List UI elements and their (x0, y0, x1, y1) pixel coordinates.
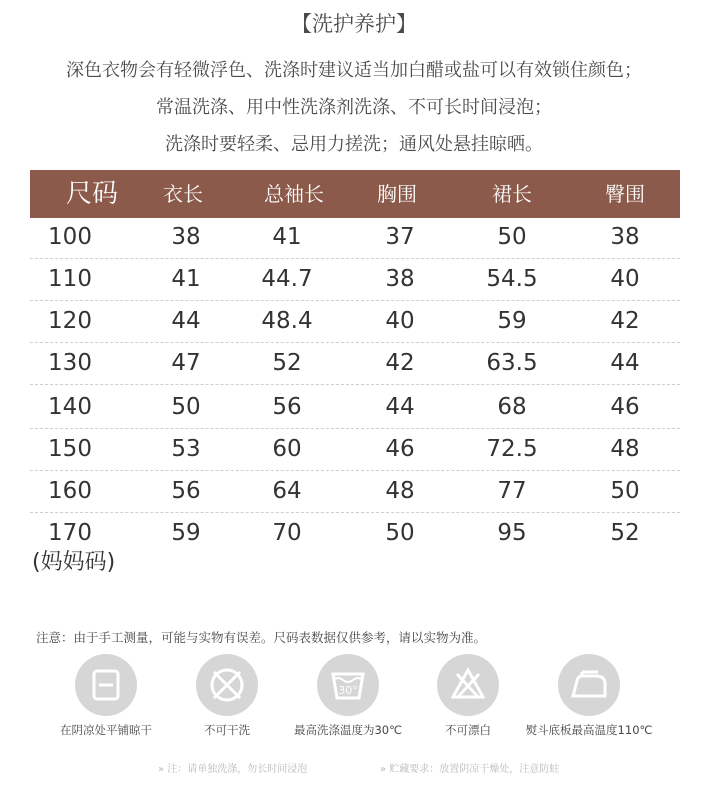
table-cell: 140 (48, 394, 92, 420)
table-cell: 50 (385, 520, 415, 546)
table-cell: 47 (171, 350, 201, 376)
table-row (30, 428, 680, 470)
flat-dry-label: 在阴凉处平铺晾干 (60, 723, 152, 737)
care-line-2: 常温洗涤、用中性洗涤剂洗涤、不可长时间浸泡； (156, 97, 552, 118)
table-cell: 53 (171, 436, 201, 462)
table-cell: 46 (610, 394, 640, 420)
care-line-3: 洗涤时要轻柔、忌用力搓洗；通风处悬挂晾晒。 (165, 134, 543, 155)
table-cell: 59 (497, 308, 527, 334)
no-bleach-label: 不可漂白 (445, 723, 491, 737)
no-dry-clean-label: 不可干洗 (204, 723, 250, 737)
table-cell: 48.4 (261, 308, 313, 334)
care-title: 【洗护养护】 (291, 12, 417, 36)
table-cell: 50 (497, 224, 527, 250)
table-cell: 41 (272, 224, 302, 250)
table-cell: 50 (171, 394, 201, 420)
table-cell: 63.5 (486, 350, 538, 376)
table-row (30, 470, 680, 512)
table-row (30, 512, 680, 554)
table-cell: 54.5 (486, 266, 538, 292)
table-cell: 44 (385, 394, 415, 420)
no-dry-clean-icon (196, 654, 258, 716)
table-cell: 48 (610, 436, 640, 462)
iron-icon (558, 654, 620, 716)
header-bust: 胸围 (377, 182, 417, 206)
table-cell: 77 (497, 478, 527, 504)
footer-wash-tip: » 注：请单独洗涤，勿长时间浸泡 (158, 764, 308, 775)
care-line-1: 深色衣物会有轻微浮色、洗涤时建议适当加白醋或盐可以有效锁住颜色； (66, 60, 642, 81)
table-cell: 40 (385, 308, 415, 334)
table-cell: 110 (48, 266, 92, 292)
table-cell: 41 (171, 266, 201, 292)
row-divider (30, 384, 680, 385)
footer-storage-tip: » 贮藏要求：放置阴凉干燥处，注意防蛀 (380, 764, 560, 775)
header-skirt: 裙长 (492, 182, 532, 206)
table-cell: 59 (171, 520, 201, 546)
table-cell: 56 (272, 394, 302, 420)
table-cell: 70 (272, 520, 302, 546)
wash-30-label: 最高洗涤温度为30℃ (293, 723, 403, 737)
no-bleach-icon (437, 654, 499, 716)
mom-size-label: (妈妈码) (32, 550, 116, 575)
table-cell: 150 (48, 436, 92, 462)
table-cell: 44.7 (261, 266, 313, 292)
table-row (30, 300, 680, 342)
table-cell: 44 (171, 308, 201, 334)
header-sleeve: 总袖长 (264, 182, 324, 206)
table-row (30, 342, 680, 384)
table-cell: 37 (385, 224, 415, 250)
size-table-header (30, 170, 680, 218)
table-cell: 52 (610, 520, 640, 546)
table-cell: 50 (610, 478, 640, 504)
table-cell: 170 (48, 520, 92, 546)
table-cell: 68 (497, 394, 527, 420)
iron-label: 熨斗底板最高温度110℃ (525, 723, 653, 737)
table-cell: 64 (272, 478, 302, 504)
wash-30-icon (317, 654, 379, 716)
measurement-note: 注意：由于手工测量，可能与实物有误差。尺码表数据仅供参考，请以实物为准。 (36, 630, 487, 645)
table-cell: 38 (385, 266, 415, 292)
header-hip: 臀围 (605, 182, 645, 206)
table-cell: 130 (48, 350, 92, 376)
table-cell: 60 (272, 436, 302, 462)
table-cell: 100 (48, 224, 92, 250)
table-cell: 42 (610, 308, 640, 334)
header-size: 尺码 (65, 179, 118, 209)
table-cell: 48 (385, 478, 415, 504)
table-cell: 95 (497, 520, 527, 546)
table-cell: 44 (610, 350, 640, 376)
flat-dry-icon (75, 654, 137, 716)
table-cell: 72.5 (486, 436, 538, 462)
table-cell: 52 (272, 350, 302, 376)
table-cell: 38 (610, 224, 640, 250)
table-cell: 42 (385, 350, 415, 376)
header-length: 衣长 (163, 182, 203, 206)
table-row (30, 386, 680, 428)
table-row (30, 258, 680, 300)
table-cell: 56 (171, 478, 201, 504)
table-cell: 38 (171, 224, 201, 250)
table-cell: 160 (48, 478, 92, 504)
table-cell: 120 (48, 308, 92, 334)
table-cell: 46 (385, 436, 415, 462)
svg-text:30°: 30° (338, 684, 358, 697)
table-row (30, 216, 680, 258)
table-cell: 40 (610, 266, 640, 292)
